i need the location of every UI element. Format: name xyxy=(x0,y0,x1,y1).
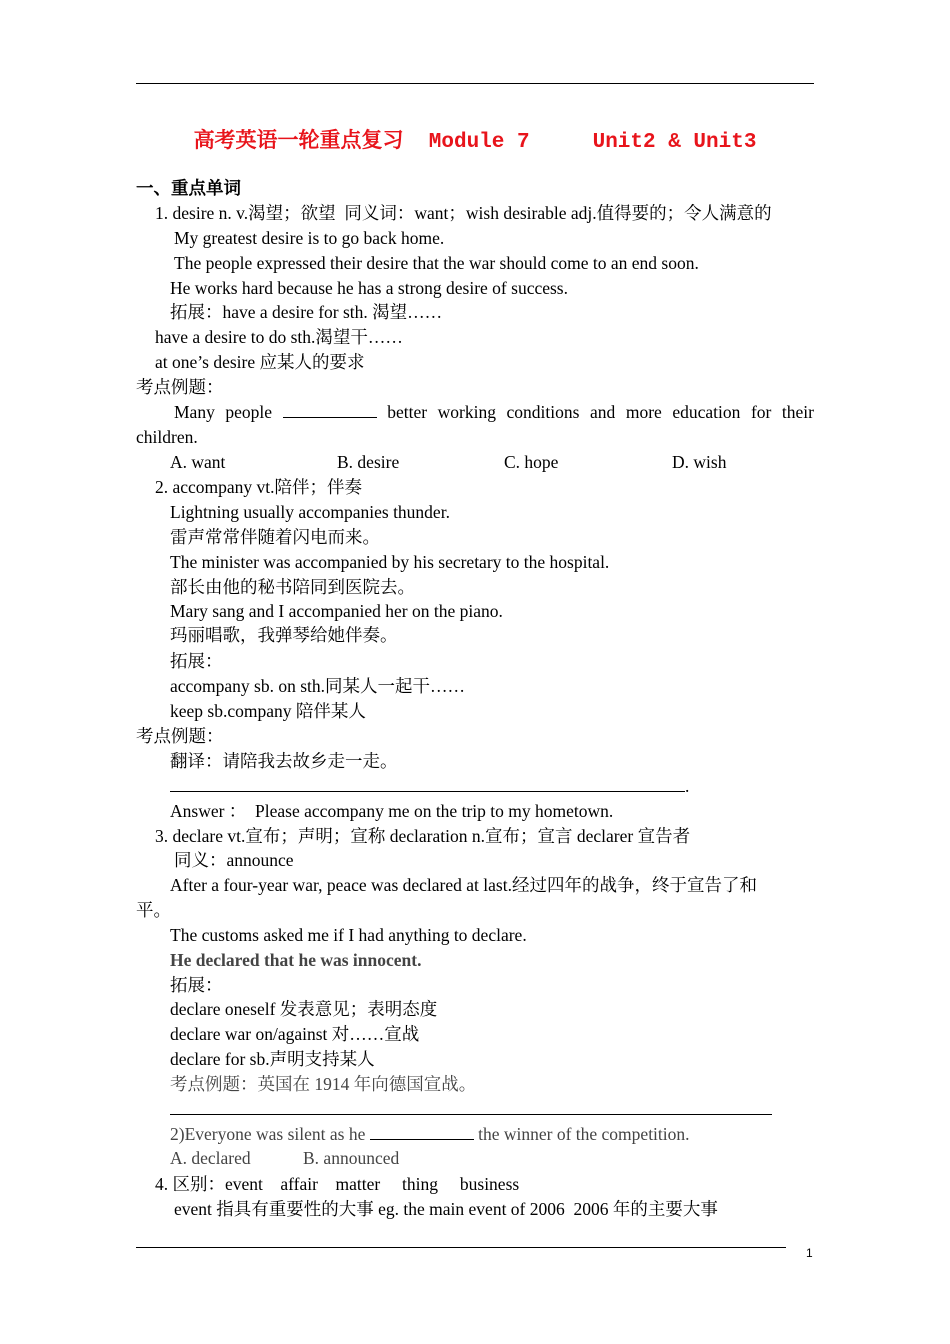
answer-blank xyxy=(170,1100,772,1115)
word2-example1-cn: 雷声常常伴随着闪电而来。 xyxy=(170,527,380,547)
word3-extension: 拓展： xyxy=(170,975,223,995)
word2-answer-line xyxy=(170,774,689,798)
word4-line: event 指具有重要性的大事 eg. the main event of 2006 2006 年的主要大事 xyxy=(174,1199,718,1219)
word2-extension: 拓展： xyxy=(170,651,223,671)
word2-example1: Lightning usually accompanies thunder. xyxy=(170,502,450,522)
word3-example2: The customs asked me if I had anything to declare. xyxy=(170,925,527,945)
word2-example2-cn: 部长由他的秘书陪同到医院去。 xyxy=(170,577,415,597)
word1-heading: 1. desire n. v.渴望；欲望 同义词：want；wish desirable adj.值得要的；令人满意的 xyxy=(155,203,772,223)
word1-example2: The people expressed their desire that the war should come to an end soon. xyxy=(174,253,699,273)
word2-extension1: accompany sb. on sth.同某人一起干…… xyxy=(170,676,466,696)
word3-question2 xyxy=(170,1122,690,1146)
section-heading: 一、重点单词 xyxy=(136,178,241,198)
page-title: 高考英语一轮重点复习 Module 7 Unit2 & Unit3 xyxy=(193,131,757,154)
word1-exercise-label: 考点例题： xyxy=(136,377,224,397)
word3-example3: He declared that he was innocent. xyxy=(170,950,422,970)
word4-heading: 4. 区别：event affair matter thing business xyxy=(155,1174,520,1194)
word1-extension: 拓展：have a desire for sth. 渴望…… xyxy=(170,302,443,322)
word2-heading: 2. accompany vt.陪伴；伴奏 xyxy=(155,477,363,497)
word2-example2: The minister was accompanied by his secretary to the hospital. xyxy=(170,552,610,572)
word3-example1-cont: 平。 xyxy=(136,900,171,920)
question-part2: the winner of the competition. xyxy=(478,1124,690,1144)
word3-extension3: declare for sb.声明支持某人 xyxy=(170,1049,375,1069)
option-d: D. wish xyxy=(672,452,727,472)
word2-extension2: keep sb.company 陪伴某人 xyxy=(170,701,366,721)
option-a: A. declared xyxy=(170,1148,251,1168)
option-c: C. hope xyxy=(504,452,559,472)
page-number: 1 xyxy=(806,1246,813,1260)
question-part2: better working conditions and more education for their xyxy=(387,402,814,422)
word2-example3: Mary sang and I accompanied her on the piano. xyxy=(170,601,503,621)
word3-example1: After a four-year war, peace was declared at last.经过四年的战争，终于宣告了和 xyxy=(170,875,757,895)
word3-extension1: declare oneself 发表意见；表明态度 xyxy=(170,999,438,1019)
answer-blank xyxy=(370,1125,474,1140)
word1-extension3: at one’s desire 应某人的要求 xyxy=(155,352,365,372)
word3-exercise: 考点例题：英国在 1914 年向德国宣战。 xyxy=(170,1074,477,1094)
word2-answer: Answer ： Please accompany me on the trip to my hometown. xyxy=(170,801,614,821)
question-part1: 2)Everyone was silent as he xyxy=(170,1124,366,1144)
option-b: B. desire xyxy=(337,452,400,472)
word3-heading: 3. declare vt.宣布；声明；宣称 declaration n.宣布；宣言 declarer 宣告者 xyxy=(155,826,691,846)
word1-example1: My greatest desire is to go back home. xyxy=(174,228,445,248)
question-part1: Many people xyxy=(174,402,273,422)
blank-period: . xyxy=(685,776,690,796)
word3-answer-line xyxy=(170,1097,772,1121)
option-a: A. want xyxy=(170,452,226,472)
footer-rule xyxy=(136,1247,786,1248)
word3-extension2: declare war on/against 对……宣战 xyxy=(170,1024,420,1044)
word2-exercise-label: 考点例题： xyxy=(136,726,224,746)
word1-extension2: have a desire to do sth.渴望干…… xyxy=(155,327,403,347)
word2-example3-cn: 玛丽唱歌，我弹琴给她伴奏。 xyxy=(170,625,398,645)
answer-blank xyxy=(283,403,377,418)
word1-example3: He works hard because he has a strong desire of success. xyxy=(170,278,568,298)
option-b: B. announced xyxy=(303,1148,400,1168)
word1-question-cont: children. xyxy=(136,427,198,447)
header-rule xyxy=(136,83,814,84)
answer-blank xyxy=(170,777,685,792)
word1-question xyxy=(136,400,814,424)
word2-translate-task: 翻译：请陪我去故乡走一走。 xyxy=(170,751,398,771)
word3-synonym: 同义：announce xyxy=(174,850,294,870)
